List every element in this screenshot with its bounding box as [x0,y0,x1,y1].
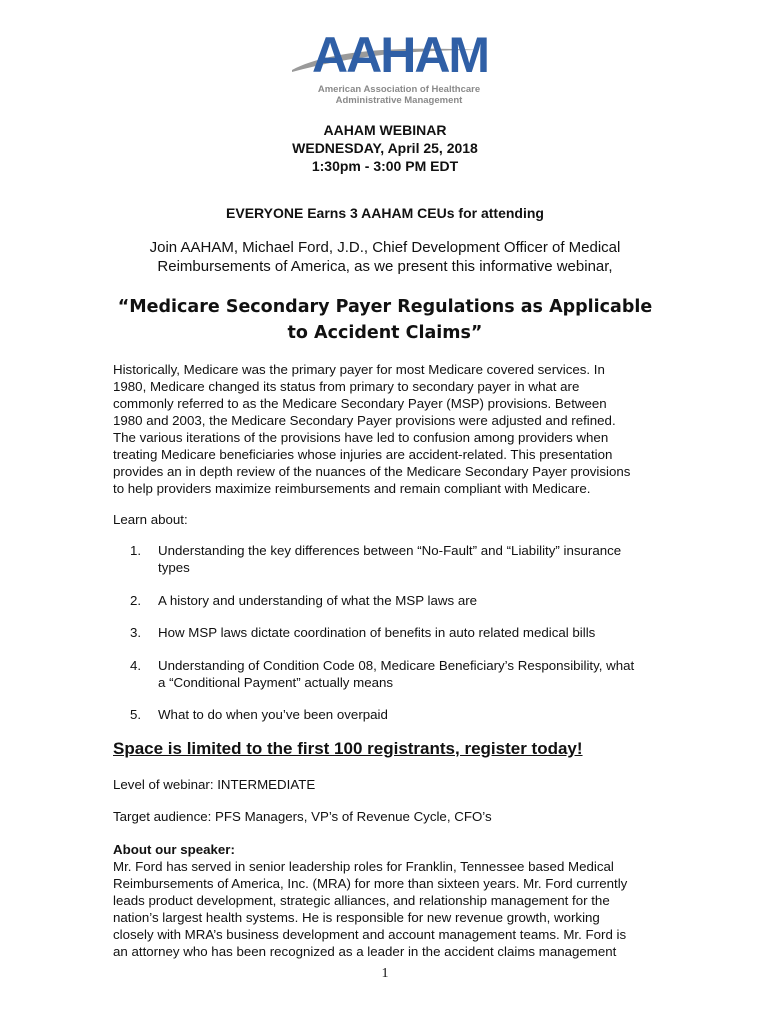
logo-subtitle-line2: Administrative Management [335,95,463,106]
summary-line: Historically, Medicare was the primary payer for most Medicare covered services. In [113,362,605,377]
summary-line: to help providers maximize reimbursements and remain compliant with Medicare. [113,481,591,496]
intro-text [0,238,770,276]
topic-number: 4. [130,658,142,673]
speaker-section [113,841,653,960]
logo-subtitle-line1: American Association of Healthcare [317,84,481,95]
webinar-level: Level of webinar: INTERMEDIATE [113,777,316,792]
speaker-line: nation’s largest health systems. He is responsible for new revenue growth, working [113,910,600,925]
topic-text: a “Conditional Payment” actually means [158,675,394,690]
logo-wordmark: AAHAM [312,27,489,83]
title-line1: “Medicare Secondary Payer Regulations as Applicable [117,297,653,317]
space-limited-notice: Space is limited to the first 100 registrants, register today! [113,739,583,758]
topic-number: 3. [130,625,142,640]
logo-subtitle [314,84,484,106]
summary-line: 1980, Medicare changed its status from primary to secondary payer in what are [113,379,580,394]
speaker-line: leads product development, strategic alliances, and relationship management for the [113,893,610,908]
summary-paragraph [113,361,653,497]
topic-text: A history and understanding of what the MSP laws are [158,593,478,608]
topic-number: 1. [130,543,142,558]
topic-number: 2. [130,593,142,608]
speaker-line: an attorney who has been recognized as a leader in the accident claims management [113,944,617,959]
summary-line: provides an in depth review of the nuances of the Medicare Secondary Payer provisions [113,464,631,479]
webinar-title [0,294,770,346]
topic-text: types [158,560,190,575]
page-number: 1 [381,966,389,981]
learn-about-label: Learn about: [113,512,188,527]
summary-line: commonly referred to as the Medicare Secondary Payer (MSP) provisions. Between [113,396,607,411]
speaker-line: closely with MRA’s business development and account management teams. Mr. Ford is [113,927,627,942]
speaker-line: Mr. Ford has served in senior leadership roles for Franklin, Tennessee based Medical [113,859,614,874]
summary-line: 1980 and 2003, the Medicare Secondary Payer provisions were adjusted and refined. [113,413,616,428]
webinar-header [0,121,770,175]
speaker-line: Reimbursements of America, Inc. (MRA) for more than sixteen years. Mr. Ford currently [113,876,628,891]
intro-line1: Join AAHAM, Michael Ford, J.D., Chief Development Officer of Medical [149,239,621,256]
speaker-heading: About our speaker: [113,842,235,857]
topic-text: How MSP laws dictate coordination of benefits in auto related medical bills [158,625,596,640]
target-audience: Target audience: PFS Managers, VP’s of Revenue Cycle, CFO’s [113,809,492,824]
topic-text: What to do when you’ve been overpaid [158,707,388,722]
aaham-logo [290,27,490,106]
topic-number: 5. [130,707,142,722]
topic-text: Understanding of Condition Code 08, Medicare Beneficiary’s Responsibility, what [158,658,635,673]
header-line3: 1:30pm - 3:00 PM EDT [311,158,459,174]
header-line2: WEDNESDAY, April 25, 2018 [292,140,478,156]
topic-text: Understanding the key differences between “No-Fault” and “Liability” insurance [158,543,622,558]
ceu-notice: EVERYONE Earns 3 AAHAM CEUs for attending [226,205,544,221]
intro-line2: Reimbursements of America, as we present this informative webinar, [157,258,613,275]
summary-line: The various iterations of the provisions have led to confusion among providers when [113,430,609,445]
summary-line: treating Medicare beneficiaries whose injuries are accident-related. This presentation [113,447,613,462]
title-line2: to Accident Claims” [287,323,483,343]
header-line1: AAHAM WEBINAR [323,122,447,138]
